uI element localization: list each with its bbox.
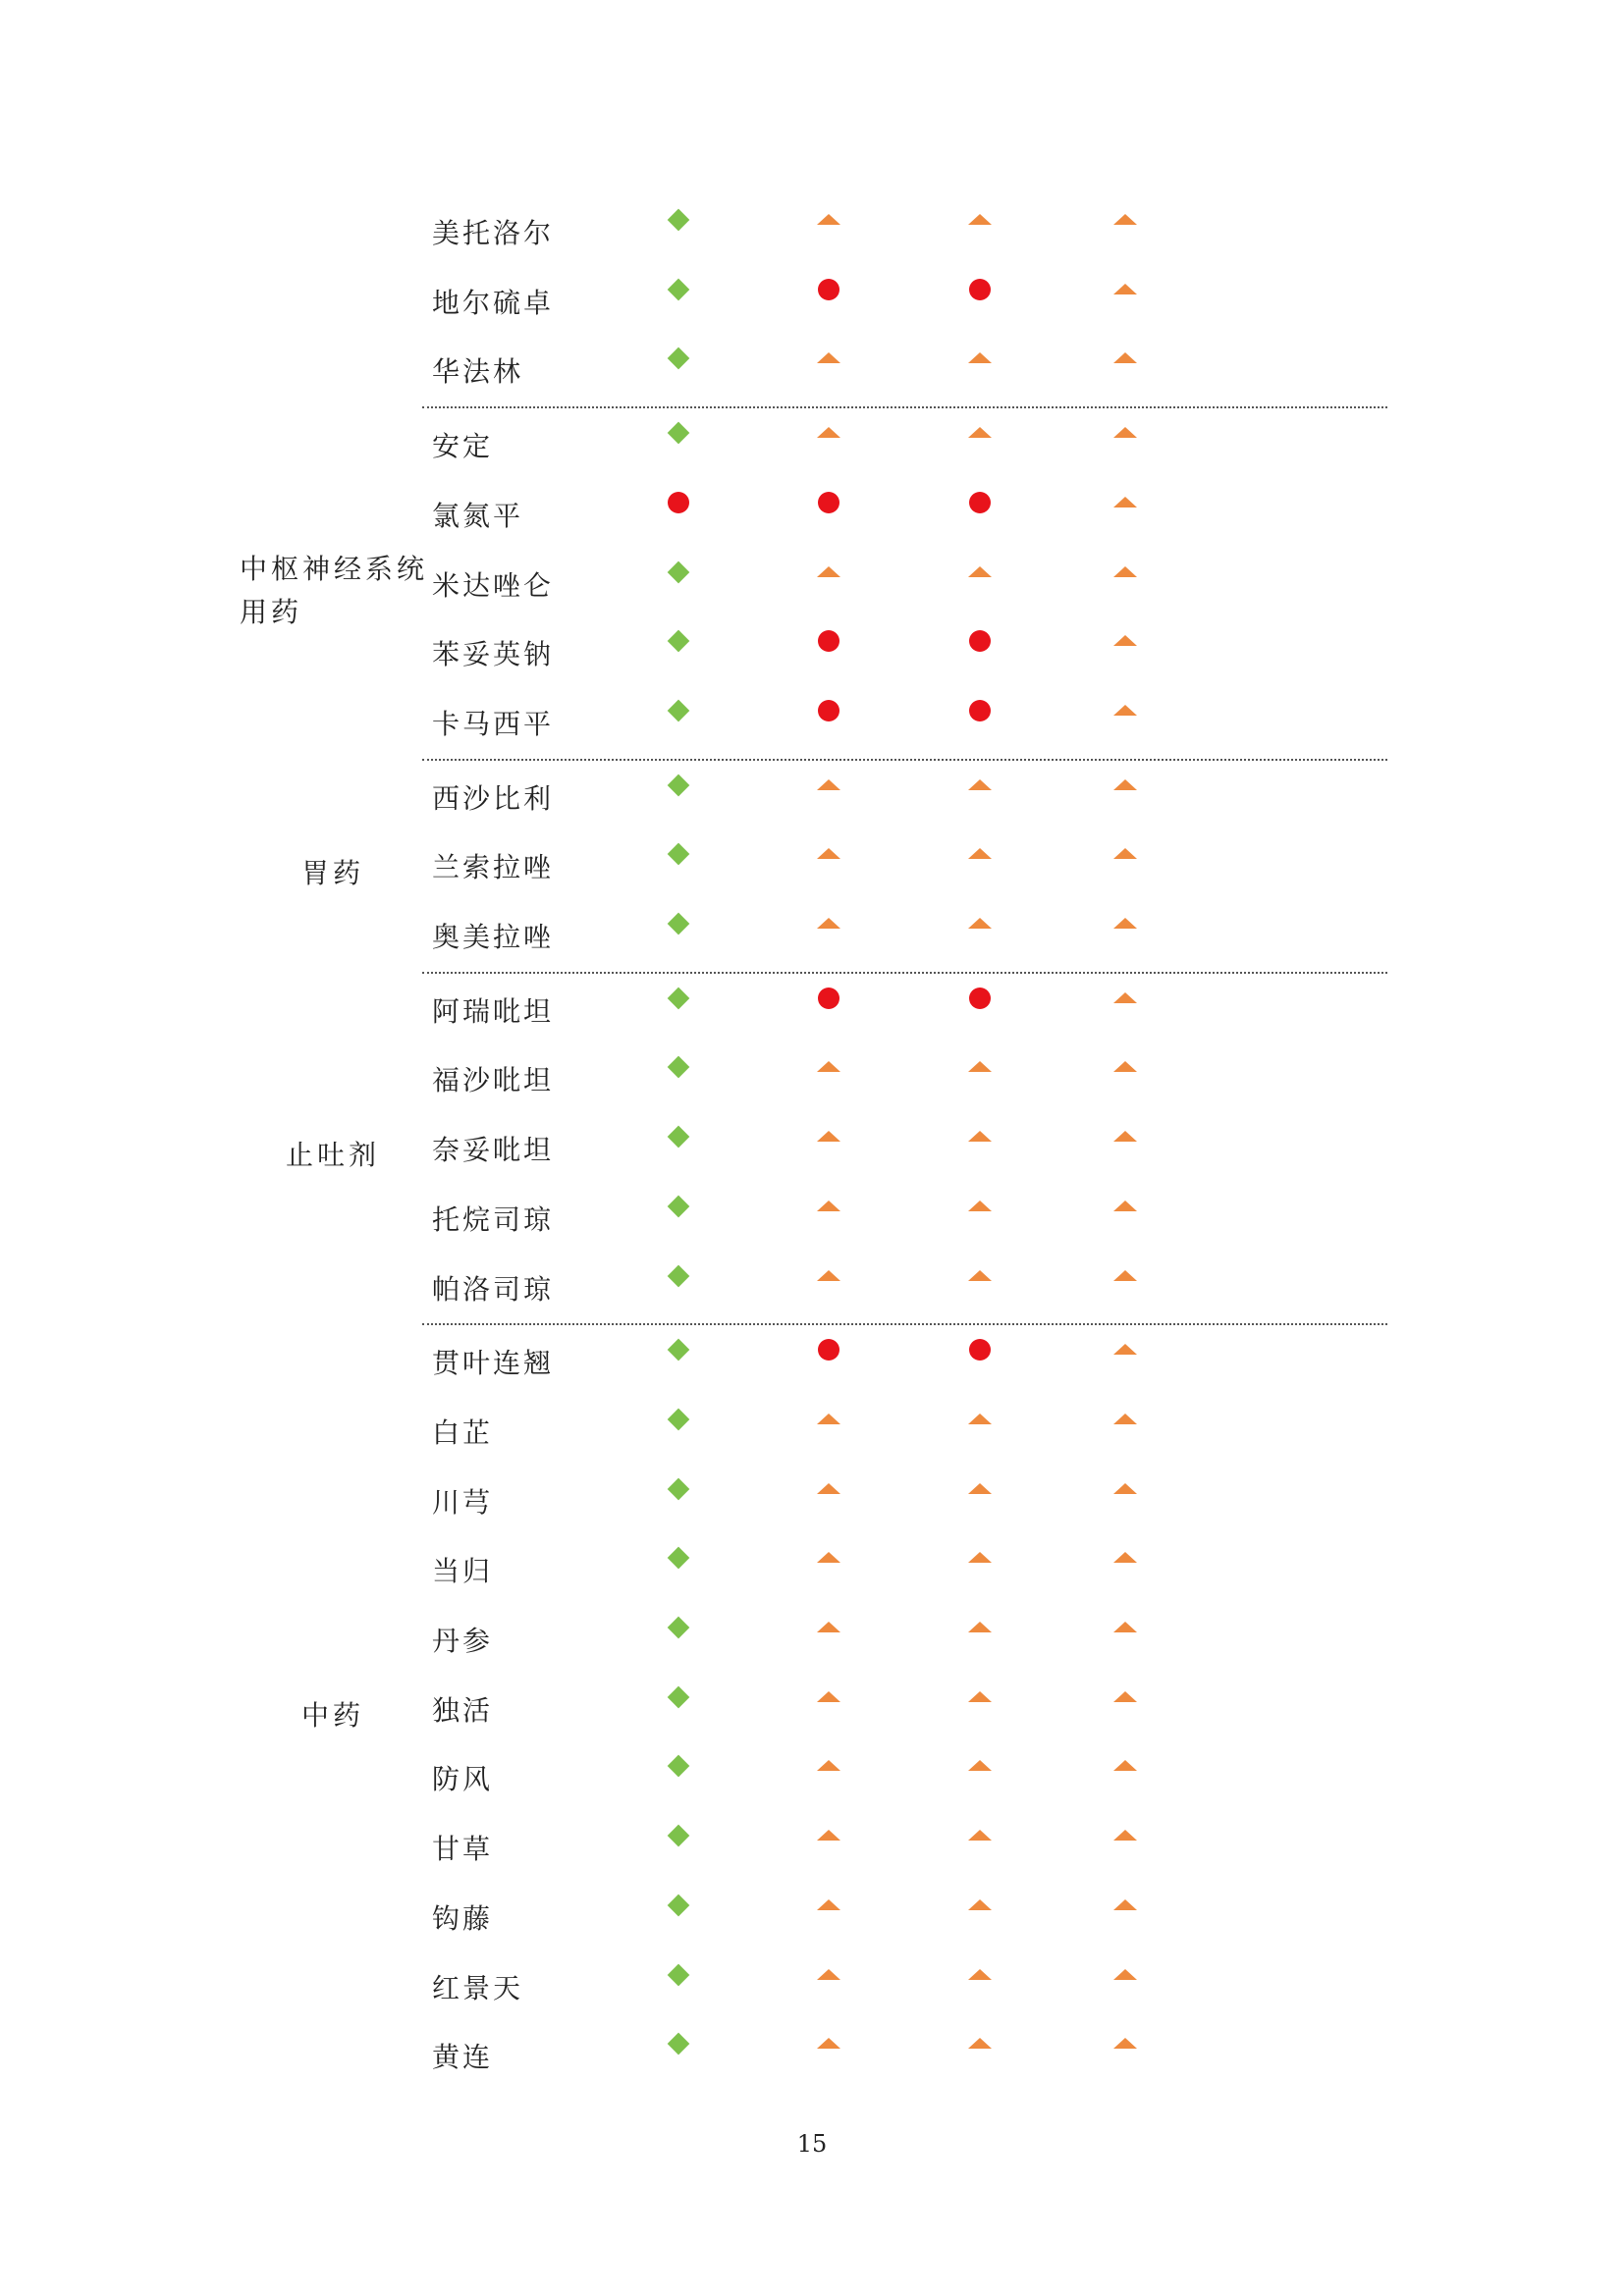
orange-triangle-icon xyxy=(1113,497,1137,507)
orange-triangle-icon xyxy=(1113,918,1137,929)
orange-triangle-icon xyxy=(817,1270,840,1281)
drug-name: 防风 xyxy=(432,1763,494,1796)
green-diamond-icon xyxy=(668,1056,690,1079)
table-row xyxy=(0,1882,1624,1950)
red-circle-icon xyxy=(818,492,839,513)
green-diamond-icon xyxy=(668,1894,690,1916)
category-label: 中枢神经系统用药 xyxy=(240,552,429,628)
drug-name: 氯氮平 xyxy=(432,499,524,532)
drug-name: 华法林 xyxy=(432,355,524,389)
orange-triangle-icon xyxy=(968,427,992,438)
drug-name: 丹参 xyxy=(432,1625,494,1657)
green-diamond-icon xyxy=(668,700,690,722)
orange-triangle-icon xyxy=(968,918,992,929)
orange-triangle-icon xyxy=(968,1830,992,1841)
green-diamond-icon xyxy=(668,913,690,935)
orange-triangle-icon xyxy=(817,1201,840,1211)
orange-triangle-icon xyxy=(817,1414,840,1424)
orange-triangle-icon xyxy=(968,2038,992,2049)
green-diamond-icon xyxy=(668,1685,690,1708)
group-separator xyxy=(422,759,1387,761)
orange-triangle-icon xyxy=(1113,992,1137,1003)
drug-name: 贯叶连翘 xyxy=(432,1347,555,1380)
orange-triangle-icon xyxy=(1113,1061,1137,1072)
orange-triangle-icon xyxy=(1113,1344,1137,1355)
page-number: 15 xyxy=(796,2130,828,2158)
drug-name: 苯妥英钠 xyxy=(432,638,555,671)
category-label: 止吐剂 xyxy=(285,1139,380,1172)
table-row xyxy=(0,1742,1624,1811)
orange-triangle-icon xyxy=(817,427,840,438)
drug-name: 红景天 xyxy=(432,1971,524,2004)
orange-triangle-icon xyxy=(817,918,840,929)
orange-triangle-icon xyxy=(968,1414,992,1424)
orange-triangle-icon xyxy=(817,1483,840,1494)
drug-name: 托烷司琼 xyxy=(432,1202,555,1236)
orange-triangle-icon xyxy=(817,1061,840,1072)
orange-triangle-icon xyxy=(1113,1622,1137,1632)
group-separator xyxy=(422,406,1387,408)
green-diamond-icon xyxy=(668,561,690,583)
orange-triangle-icon xyxy=(817,1760,840,1771)
orange-triangle-icon xyxy=(817,1552,840,1563)
orange-triangle-icon xyxy=(1113,1830,1137,1841)
table-row xyxy=(0,1604,1624,1673)
orange-triangle-icon xyxy=(1113,566,1137,577)
drug-name: 阿瑞吡坦 xyxy=(432,994,555,1028)
table-row xyxy=(0,1396,1624,1465)
table-row xyxy=(0,1183,1624,1252)
drug-name: 奈妥吡坦 xyxy=(432,1134,555,1167)
orange-triangle-icon xyxy=(1113,705,1137,716)
drug-name: 西沙比利 xyxy=(432,781,555,815)
green-diamond-icon xyxy=(668,1547,690,1570)
green-diamond-icon xyxy=(668,347,690,370)
group-separator xyxy=(422,972,1387,974)
orange-triangle-icon xyxy=(1113,1483,1137,1494)
orange-triangle-icon xyxy=(968,1131,992,1142)
orange-triangle-icon xyxy=(968,779,992,790)
orange-triangle-icon xyxy=(817,1691,840,1702)
orange-triangle-icon xyxy=(968,1969,992,1980)
orange-triangle-icon xyxy=(1113,848,1137,859)
red-circle-icon xyxy=(969,988,991,1009)
red-circle-icon xyxy=(818,700,839,721)
drug-name: 卡马西平 xyxy=(432,707,555,740)
drug-name: 安定 xyxy=(432,430,494,463)
green-diamond-icon xyxy=(668,1755,690,1778)
orange-triangle-icon xyxy=(1113,1899,1137,1910)
orange-triangle-icon xyxy=(968,1061,992,1072)
orange-triangle-icon xyxy=(1113,1201,1137,1211)
red-circle-icon xyxy=(969,492,991,513)
orange-triangle-icon xyxy=(968,1270,992,1281)
orange-triangle-icon xyxy=(968,1760,992,1771)
table-row xyxy=(0,762,1624,830)
red-circle-icon xyxy=(818,279,839,300)
orange-triangle-icon xyxy=(1113,1552,1137,1563)
orange-triangle-icon xyxy=(1113,352,1137,363)
drug-name: 黄连 xyxy=(432,2041,494,2074)
green-diamond-icon xyxy=(668,1825,690,1847)
orange-triangle-icon xyxy=(1113,427,1137,438)
table-row xyxy=(0,2020,1624,2089)
drug-name: 白芷 xyxy=(432,1415,494,1449)
orange-triangle-icon xyxy=(968,214,992,225)
green-diamond-icon xyxy=(668,1477,690,1500)
drug-name: 当归 xyxy=(432,1555,494,1588)
table-row xyxy=(0,687,1624,756)
green-diamond-icon xyxy=(668,2033,690,2056)
table-row xyxy=(0,900,1624,969)
green-diamond-icon xyxy=(668,1126,690,1148)
red-circle-icon xyxy=(969,630,991,652)
red-circle-icon xyxy=(818,988,839,1009)
green-diamond-icon xyxy=(668,1264,690,1287)
orange-triangle-icon xyxy=(1113,1969,1137,1980)
orange-triangle-icon xyxy=(817,848,840,859)
orange-triangle-icon xyxy=(968,352,992,363)
orange-triangle-icon xyxy=(1113,214,1137,225)
drug-name: 钩藤 xyxy=(432,1901,494,1935)
green-diamond-icon xyxy=(668,1409,690,1431)
table-row xyxy=(0,1812,1624,1881)
drug-name: 福沙吡坦 xyxy=(432,1064,555,1097)
table-row xyxy=(0,1534,1624,1603)
orange-triangle-icon xyxy=(968,1552,992,1563)
orange-triangle-icon xyxy=(817,779,840,790)
orange-triangle-icon xyxy=(1113,284,1137,294)
orange-triangle-icon xyxy=(968,1201,992,1211)
orange-triangle-icon xyxy=(1113,1270,1137,1281)
red-circle-icon xyxy=(818,630,839,652)
table-row xyxy=(0,1253,1624,1321)
group-separator xyxy=(422,1323,1387,1325)
orange-triangle-icon xyxy=(817,1622,840,1632)
red-circle-icon xyxy=(818,1339,839,1361)
drug-name: 美托洛尔 xyxy=(432,217,555,249)
red-circle-icon xyxy=(969,279,991,300)
orange-triangle-icon xyxy=(968,1622,992,1632)
orange-triangle-icon xyxy=(968,566,992,577)
orange-triangle-icon xyxy=(817,1131,840,1142)
green-diamond-icon xyxy=(668,1195,690,1217)
drug-name: 甘草 xyxy=(432,1833,494,1866)
green-diamond-icon xyxy=(668,422,690,445)
table-row xyxy=(0,335,1624,403)
green-diamond-icon xyxy=(668,1617,690,1639)
orange-triangle-icon xyxy=(817,214,840,225)
red-circle-icon xyxy=(969,700,991,721)
table-row xyxy=(0,1043,1624,1112)
green-diamond-icon xyxy=(668,209,690,232)
green-diamond-icon xyxy=(668,774,690,796)
table-row xyxy=(0,1326,1624,1395)
drug-name: 独活 xyxy=(432,1693,494,1727)
drug-name: 兰索拉唑 xyxy=(432,851,555,884)
orange-triangle-icon xyxy=(968,1899,992,1910)
orange-triangle-icon xyxy=(1113,1131,1137,1142)
orange-triangle-icon xyxy=(1113,2038,1137,2049)
orange-triangle-icon xyxy=(817,1830,840,1841)
orange-triangle-icon xyxy=(817,1969,840,1980)
green-diamond-icon xyxy=(668,278,690,300)
orange-triangle-icon xyxy=(1113,779,1137,790)
orange-triangle-icon xyxy=(1113,1760,1137,1771)
orange-triangle-icon xyxy=(968,848,992,859)
orange-triangle-icon xyxy=(968,1691,992,1702)
table-row xyxy=(0,266,1624,335)
drug-name: 地尔硫卓 xyxy=(432,286,555,319)
red-circle-icon xyxy=(668,492,689,513)
table-row xyxy=(0,1466,1624,1534)
green-diamond-icon xyxy=(668,1339,690,1362)
table-row xyxy=(0,479,1624,548)
drug-name: 奥美拉唑 xyxy=(432,921,555,953)
orange-triangle-icon xyxy=(817,352,840,363)
orange-triangle-icon xyxy=(817,2038,840,2049)
drug-name: 米达唑仑 xyxy=(432,568,555,602)
table-row xyxy=(0,409,1624,478)
drug-name: 帕洛司琼 xyxy=(432,1272,555,1306)
orange-triangle-icon xyxy=(968,1483,992,1494)
drug-name: 川芎 xyxy=(432,1485,494,1519)
category-label: 胃药 xyxy=(300,856,364,889)
green-diamond-icon xyxy=(668,843,690,866)
orange-triangle-icon xyxy=(817,566,840,577)
green-diamond-icon xyxy=(668,630,690,653)
orange-triangle-icon xyxy=(1113,635,1137,646)
red-circle-icon xyxy=(969,1339,991,1361)
category-label: 中药 xyxy=(300,1699,364,1733)
table-row xyxy=(0,975,1624,1043)
green-diamond-icon xyxy=(668,987,690,1009)
orange-triangle-icon xyxy=(1113,1414,1137,1424)
table-row xyxy=(0,1951,1624,2020)
orange-triangle-icon xyxy=(817,1899,840,1910)
green-diamond-icon xyxy=(668,1963,690,1986)
orange-triangle-icon xyxy=(1113,1691,1137,1702)
table-row xyxy=(0,196,1624,265)
